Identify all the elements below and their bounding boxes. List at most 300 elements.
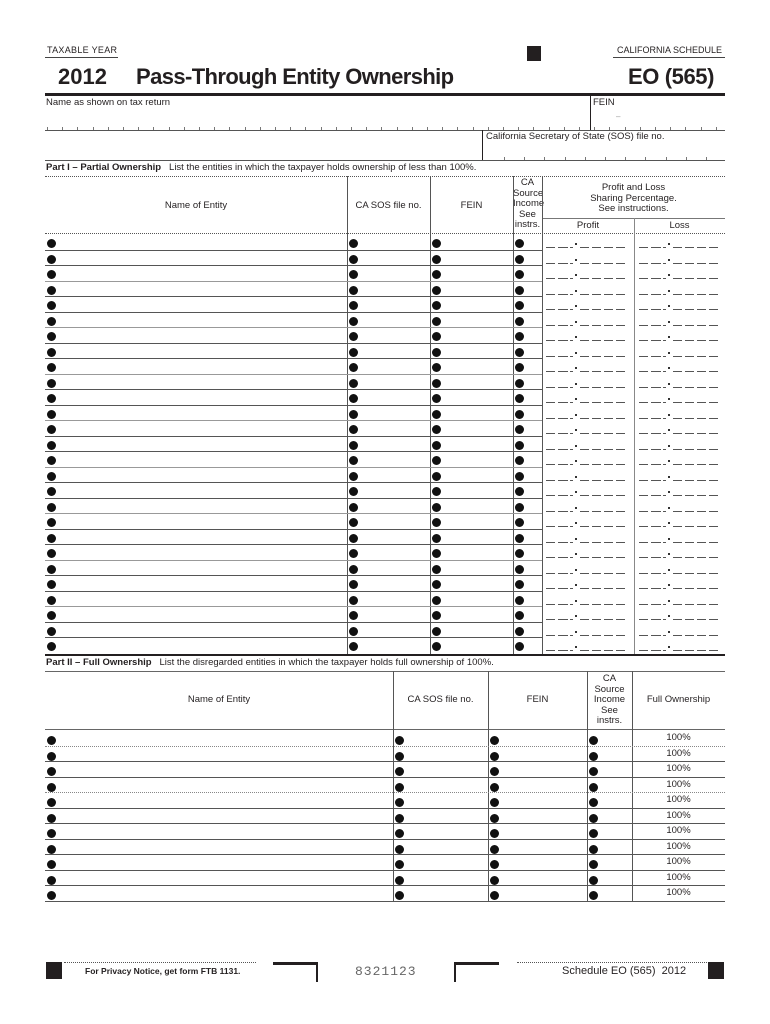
part1-title: Part I – Partial Ownership <box>46 162 162 173</box>
p1-sos-input[interactable] <box>349 234 429 249</box>
full-ownership-value: 100% <box>666 856 691 867</box>
p1-name-input[interactable] <box>47 250 347 265</box>
p2-ca-source-input[interactable] <box>589 854 629 869</box>
p1-col-sos-header: CA SOS file no. <box>355 200 422 211</box>
p1-loss-input[interactable] <box>636 591 726 606</box>
p1-name-input[interactable] <box>47 281 347 296</box>
sos-label: California Secretary of State (SOS) file no. <box>486 131 665 142</box>
p2-fein-input[interactable] <box>490 777 584 792</box>
sos-field-tick <box>504 157 505 160</box>
schedule-underline <box>613 57 725 58</box>
p1-name-input[interactable] <box>47 591 347 606</box>
p1-sos-input[interactable] <box>349 405 429 420</box>
p1-loss-input[interactable] <box>636 374 726 389</box>
p1-fein-input[interactable] <box>432 389 512 404</box>
p2-ca-source-input[interactable] <box>589 792 629 807</box>
p1-loss-input[interactable] <box>636 389 726 404</box>
part1-instruction: List the entities in which the taxpayer holds ownership of less than 100%. <box>169 162 477 173</box>
p1-sos-input[interactable] <box>349 250 429 265</box>
p1-name-input[interactable] <box>47 544 347 559</box>
name-field-tick <box>594 127 595 130</box>
p1-name-input[interactable] <box>47 622 347 637</box>
name-field-tick <box>123 127 124 130</box>
corner-mark-left <box>273 962 318 982</box>
p1-profit-input[interactable] <box>543 358 633 373</box>
p2-ca-source-input[interactable] <box>589 870 629 885</box>
name-field-tick <box>184 127 185 130</box>
p1-loss-input[interactable] <box>636 498 726 513</box>
p1-fein-input[interactable] <box>432 281 512 296</box>
p2-name-input[interactable] <box>47 777 391 792</box>
p2-col-fein-header: FEIN <box>526 694 549 705</box>
name-field-tick <box>518 127 519 130</box>
p2-sos-input[interactable] <box>395 870 485 885</box>
name-field-tick <box>290 127 291 130</box>
p1-ca-source-input[interactable] <box>515 265 541 280</box>
p2-sos-input[interactable] <box>395 808 485 823</box>
p1-name-input[interactable] <box>47 560 347 575</box>
p1-loss-input[interactable] <box>636 482 726 497</box>
p1-name-input[interactable] <box>47 513 347 528</box>
p1-ca-source-input[interactable] <box>515 606 541 621</box>
p1-col-loss-header: Loss <box>669 220 690 231</box>
p1-profit-input[interactable] <box>543 405 633 420</box>
registration-mark-top <box>527 46 541 61</box>
p1-profit-input[interactable] <box>543 498 633 513</box>
name-field-tick <box>701 127 702 130</box>
p1-profit-input[interactable] <box>543 544 633 559</box>
p2-fein-input[interactable] <box>490 870 584 885</box>
p1-profit-input[interactable] <box>543 467 633 482</box>
name-field-tick <box>245 127 246 130</box>
p1-profit-input[interactable] <box>543 374 633 389</box>
p1-name-input[interactable] <box>47 312 347 327</box>
p1-profit-input[interactable] <box>543 436 633 451</box>
p1-divider-fein <box>430 176 431 654</box>
p1-sos-input[interactable] <box>349 560 429 575</box>
p1-loss-input[interactable] <box>636 327 726 342</box>
p1-sos-input[interactable] <box>349 265 429 280</box>
p1-name-input[interactable] <box>47 265 347 280</box>
name-field-tick <box>457 127 458 130</box>
p1-fein-input[interactable] <box>432 513 512 528</box>
sos-field-tick <box>625 157 626 160</box>
name-field-tick <box>366 127 367 130</box>
name-field-tick <box>199 127 200 130</box>
p1-name-input[interactable] <box>47 389 347 404</box>
fein-input[interactable] <box>592 108 725 130</box>
p1-name-input[interactable] <box>47 498 347 513</box>
name-field-tick <box>412 127 413 130</box>
p1-fein-input[interactable] <box>432 560 512 575</box>
p2-name-input[interactable] <box>47 808 391 823</box>
p1-loss-input[interactable] <box>636 296 726 311</box>
p1-sos-input[interactable] <box>349 451 429 466</box>
taxable-year-label: TAXABLE YEAR <box>47 45 118 55</box>
p1-name-input[interactable] <box>47 575 347 590</box>
p1-fein-input[interactable] <box>432 343 512 358</box>
p2-row-rule <box>45 901 725 902</box>
p2-fein-input[interactable] <box>490 730 584 745</box>
p1-ca-source-input[interactable] <box>515 513 541 528</box>
p2-fein-input[interactable] <box>490 746 584 761</box>
p2-sos-input[interactable] <box>395 839 485 854</box>
name-field-tick <box>397 127 398 130</box>
p1-fein-input[interactable] <box>432 622 512 637</box>
p1-fein-input[interactable] <box>432 405 512 420</box>
p1-loss-input[interactable] <box>636 529 726 544</box>
name-field-tick <box>62 127 63 130</box>
p2-ca-source-input[interactable] <box>589 777 629 792</box>
name-field-tick <box>640 127 641 130</box>
p1-sos-input[interactable] <box>349 420 429 435</box>
privacy-notice: For Privacy Notice, get form FTB 1131. <box>85 966 241 976</box>
p1-loss-input[interactable] <box>636 234 726 249</box>
registration-mark-bottom-right <box>708 962 724 979</box>
name-field-tick <box>579 127 580 130</box>
sos-field-tick <box>605 157 606 160</box>
p2-col-name-header: Name of Entity <box>187 694 251 705</box>
p1-name-input[interactable] <box>47 327 347 342</box>
p1-profit-input[interactable] <box>543 637 633 652</box>
p1-name-input[interactable] <box>47 358 347 373</box>
p2-name-input[interactable] <box>47 870 391 885</box>
p1-sos-input[interactable] <box>349 591 429 606</box>
p2-fein-input[interactable] <box>490 839 584 854</box>
p2-ca-source-input[interactable] <box>589 839 629 854</box>
header-rule <box>45 93 725 96</box>
p1-profit-input[interactable] <box>543 281 633 296</box>
p1-profit-input[interactable] <box>543 482 633 497</box>
registration-mark-bottom-left <box>46 962 62 979</box>
p2-fein-input[interactable] <box>490 885 584 900</box>
p1-loss-input[interactable] <box>636 436 726 451</box>
name-field-tick <box>336 127 337 130</box>
p1-profit-input[interactable] <box>543 296 633 311</box>
full-ownership-value: 100% <box>666 748 691 759</box>
p1-profit-input[interactable] <box>543 389 633 404</box>
p1-ca-source-input[interactable] <box>515 281 541 296</box>
p1-fein-input[interactable] <box>432 296 512 311</box>
p1-loss-input[interactable] <box>636 544 726 559</box>
p1-ca-source-input[interactable] <box>515 575 541 590</box>
p1-sos-input[interactable] <box>349 498 429 513</box>
p1-col-fein-header: FEIN <box>460 200 483 211</box>
p1-ca-source-input[interactable] <box>515 637 541 652</box>
p1-loss-input[interactable] <box>636 405 726 420</box>
p1-profit-input[interactable] <box>543 622 633 637</box>
p1-sos-input[interactable] <box>349 327 429 342</box>
p2-fein-input[interactable] <box>490 792 584 807</box>
p1-divider-profit-loss <box>634 218 635 654</box>
name-field-tick <box>609 127 610 130</box>
p1-profit-input[interactable] <box>543 513 633 528</box>
p1-profit-input[interactable] <box>543 560 633 575</box>
p2-sos-input[interactable] <box>395 823 485 838</box>
p1-ca-source-input[interactable] <box>515 358 541 373</box>
p1-loss-input[interactable] <box>636 513 726 528</box>
p1-ca-source-input[interactable] <box>515 420 541 435</box>
p1-fein-input[interactable] <box>432 436 512 451</box>
p1-loss-input[interactable] <box>636 622 726 637</box>
p1-sos-input[interactable] <box>349 544 429 559</box>
p1-name-input[interactable] <box>47 374 347 389</box>
p1-loss-input[interactable] <box>636 343 726 358</box>
p1-sos-input[interactable] <box>349 343 429 358</box>
p1-ca-source-input[interactable] <box>515 234 541 249</box>
p1-name-input[interactable] <box>47 343 347 358</box>
p1-ca-source-input[interactable] <box>515 436 541 451</box>
p2-name-input[interactable] <box>47 792 391 807</box>
full-ownership-value: 100% <box>666 794 691 805</box>
p1-name-input[interactable] <box>47 296 347 311</box>
p2-ca-source-input[interactable] <box>589 823 629 838</box>
part1-top-rule <box>45 176 725 177</box>
sos-divider <box>482 130 483 160</box>
p1-divider-sos <box>347 176 348 654</box>
fein-label: FEIN <box>593 97 615 108</box>
p1-sos-input[interactable] <box>349 281 429 296</box>
name-field-tick <box>47 127 48 130</box>
p1-fein-input[interactable] <box>432 420 512 435</box>
fein-dash: – <box>616 112 621 121</box>
p1-profit-input[interactable] <box>543 327 633 342</box>
name-field-tick <box>473 127 474 130</box>
p1-fein-input[interactable] <box>432 591 512 606</box>
p1-name-input[interactable] <box>47 482 347 497</box>
sos-field-tick <box>585 157 586 160</box>
p1-profit-input[interactable] <box>543 312 633 327</box>
p2-divider-ca-source <box>587 671 588 901</box>
p1-sos-input[interactable] <box>349 529 429 544</box>
p2-name-input[interactable] <box>47 761 391 776</box>
p2-fein-input[interactable] <box>490 854 584 869</box>
p2-ca-source-input[interactable] <box>589 730 629 745</box>
p1-name-input[interactable] <box>47 234 347 249</box>
p1-profit-input[interactable] <box>543 575 633 590</box>
p1-name-input[interactable] <box>47 405 347 420</box>
p1-name-input[interactable] <box>47 529 347 544</box>
p1-ca-source-input[interactable] <box>515 467 541 482</box>
name-field-tick <box>260 127 261 130</box>
p1-sos-input[interactable] <box>349 312 429 327</box>
p1-name-input[interactable] <box>47 436 347 451</box>
p2-name-input[interactable] <box>47 839 391 854</box>
name-label: Name as shown on tax return <box>46 97 171 108</box>
p2-sos-input[interactable] <box>395 777 485 792</box>
full-ownership-value: 100% <box>666 763 691 774</box>
p1-col-profit-header: Profit <box>576 220 600 231</box>
p1-fein-input[interactable] <box>432 529 512 544</box>
name-field-tick <box>214 127 215 130</box>
p1-ca-source-input[interactable] <box>515 405 541 420</box>
name-field-tick <box>351 127 352 130</box>
p1-sos-input[interactable] <box>349 374 429 389</box>
name-field-tick <box>533 127 534 130</box>
name-field-tick <box>321 127 322 130</box>
sos-field-tick <box>524 157 525 160</box>
p1-loss-input[interactable] <box>636 560 726 575</box>
california-schedule-label: CALIFORNIA SCHEDULE <box>617 45 723 55</box>
form-code: 8321123 <box>355 964 417 979</box>
p2-fein-input[interactable] <box>490 823 584 838</box>
p1-name-input[interactable] <box>47 420 347 435</box>
footer-left-rule <box>64 962 256 963</box>
p1-profit-input[interactable] <box>543 451 633 466</box>
sos-field-tick <box>544 157 545 160</box>
full-ownership-value: 100% <box>666 872 691 883</box>
p1-fein-input[interactable] <box>432 234 512 249</box>
p1-loss-input[interactable] <box>636 467 726 482</box>
name-field-tick <box>275 127 276 130</box>
p1-ca-source-input[interactable] <box>515 498 541 513</box>
part1-heading <box>46 162 476 173</box>
p1-sos-input[interactable] <box>349 482 429 497</box>
p1-loss-input[interactable] <box>636 312 726 327</box>
p2-ca-source-input[interactable] <box>589 885 629 900</box>
name-field-tick <box>381 127 382 130</box>
p1-sos-input[interactable] <box>349 436 429 451</box>
p1-fein-input[interactable] <box>432 265 512 280</box>
p1-fein-input[interactable] <box>432 451 512 466</box>
p1-col-ca-source-header: CA Source Income See instrs. <box>513 177 545 230</box>
schedule-footer: Schedule EO (565) 2012 <box>562 965 687 977</box>
p1-loss-input[interactable] <box>636 451 726 466</box>
p1-profit-input[interactable] <box>543 606 633 621</box>
p1-col-name-header: Name of Entity <box>164 200 228 211</box>
part2-instruction: List the disregarded entities in which the taxpayer holds full ownership of 100%. <box>159 657 494 668</box>
p1-sos-input[interactable] <box>349 606 429 621</box>
p2-fein-input[interactable] <box>490 808 584 823</box>
name-field-tick <box>549 127 550 130</box>
p1-ca-source-input[interactable] <box>515 312 541 327</box>
p1-name-input[interactable] <box>47 606 347 621</box>
corner-mark-right <box>454 962 499 982</box>
p1-profit-input[interactable] <box>543 234 633 249</box>
p1-loss-input[interactable] <box>636 575 726 590</box>
p1-ca-source-input[interactable] <box>515 451 541 466</box>
p1-loss-input[interactable] <box>636 265 726 280</box>
sos-baseline <box>45 160 725 161</box>
p1-ca-source-input[interactable] <box>515 343 541 358</box>
p2-name-input[interactable] <box>47 823 391 838</box>
p1-ca-source-input[interactable] <box>515 482 541 497</box>
p2-name-input[interactable] <box>47 730 391 745</box>
p1-sos-input[interactable] <box>349 575 429 590</box>
p1-sos-input[interactable] <box>349 358 429 373</box>
p1-name-input[interactable] <box>47 467 347 482</box>
p1-ca-source-input[interactable] <box>515 622 541 637</box>
p2-sos-input[interactable] <box>395 746 485 761</box>
p1-fein-input[interactable] <box>432 312 512 327</box>
p1-loss-input[interactable] <box>636 281 726 296</box>
p2-name-input[interactable] <box>47 854 391 869</box>
p1-ca-source-input[interactable] <box>515 374 541 389</box>
p1-fein-input[interactable] <box>432 575 512 590</box>
p1-sos-input[interactable] <box>349 622 429 637</box>
p1-ca-source-input[interactable] <box>515 529 541 544</box>
p1-loss-input[interactable] <box>636 250 726 265</box>
p2-divider-fein <box>488 671 489 901</box>
p1-name-input[interactable] <box>47 451 347 466</box>
p1-fein-input[interactable] <box>432 498 512 513</box>
p1-fein-input[interactable] <box>432 637 512 652</box>
p2-ca-source-input[interactable] <box>589 746 629 761</box>
p1-fein-input[interactable] <box>432 374 512 389</box>
p1-profit-input[interactable] <box>543 529 633 544</box>
name-field-tick <box>564 127 565 130</box>
full-ownership-value: 100% <box>666 810 691 821</box>
p1-loss-input[interactable] <box>636 637 726 652</box>
p2-sos-input[interactable] <box>395 730 485 745</box>
p2-ca-source-input[interactable] <box>589 761 629 776</box>
p1-ca-source-input[interactable] <box>515 591 541 606</box>
p1-sos-input[interactable] <box>349 296 429 311</box>
p2-name-input[interactable] <box>47 746 391 761</box>
name-field-tick <box>625 127 626 130</box>
p1-sos-input[interactable] <box>349 389 429 404</box>
p1-loss-input[interactable] <box>636 420 726 435</box>
p1-profit-input[interactable] <box>543 591 633 606</box>
p1-ca-source-input[interactable] <box>515 560 541 575</box>
p1-ca-source-input[interactable] <box>515 389 541 404</box>
part2-title: Part II – Full Ownership <box>46 657 152 668</box>
p1-profit-input[interactable] <box>543 265 633 280</box>
p1-name-input[interactable] <box>47 637 347 652</box>
p2-sos-input[interactable] <box>395 854 485 869</box>
name-input[interactable] <box>45 108 590 130</box>
part2-heading <box>46 657 494 668</box>
p1-fein-input[interactable] <box>432 327 512 342</box>
p1-profit-input[interactable] <box>543 420 633 435</box>
p1-ca-source-input[interactable] <box>515 544 541 559</box>
p2-ca-source-input[interactable] <box>589 808 629 823</box>
p1-ca-source-input[interactable] <box>515 296 541 311</box>
p1-fein-input[interactable] <box>432 358 512 373</box>
p2-name-input[interactable] <box>47 885 391 900</box>
p1-fein-input[interactable] <box>432 482 512 497</box>
sos-field-tick <box>645 157 646 160</box>
form-title: Pass-Through Entity Ownership <box>136 64 454 89</box>
sos-field-tick <box>686 157 687 160</box>
p1-profit-input[interactable] <box>543 250 633 265</box>
p1-sos-input[interactable] <box>349 467 429 482</box>
name-field-tick <box>685 127 686 130</box>
p1-fein-input[interactable] <box>432 467 512 482</box>
p1-fein-input[interactable] <box>432 544 512 559</box>
p1-loss-input[interactable] <box>636 358 726 373</box>
p1-divider-ca-source <box>513 176 514 654</box>
p2-sos-input[interactable] <box>395 792 485 807</box>
p1-sos-input[interactable] <box>349 637 429 652</box>
name-field-tick <box>442 127 443 130</box>
p1-ca-source-input[interactable] <box>515 327 541 342</box>
p2-col-sos-header: CA SOS file no. <box>407 694 474 705</box>
p1-sos-input[interactable] <box>349 513 429 528</box>
footer-right-rule <box>517 962 707 963</box>
p2-sos-input[interactable] <box>395 885 485 900</box>
taxable-year-underline <box>45 57 118 58</box>
p2-fein-input[interactable] <box>490 761 584 776</box>
p1-fein-input[interactable] <box>432 606 512 621</box>
p2-sos-input[interactable] <box>395 761 485 776</box>
p1-loss-input[interactable] <box>636 606 726 621</box>
full-ownership-value: 100% <box>666 841 691 852</box>
name-field-tick <box>108 127 109 130</box>
p1-fein-input[interactable] <box>432 250 512 265</box>
p1-profit-input[interactable] <box>543 343 633 358</box>
p1-ca-source-input[interactable] <box>515 250 541 265</box>
